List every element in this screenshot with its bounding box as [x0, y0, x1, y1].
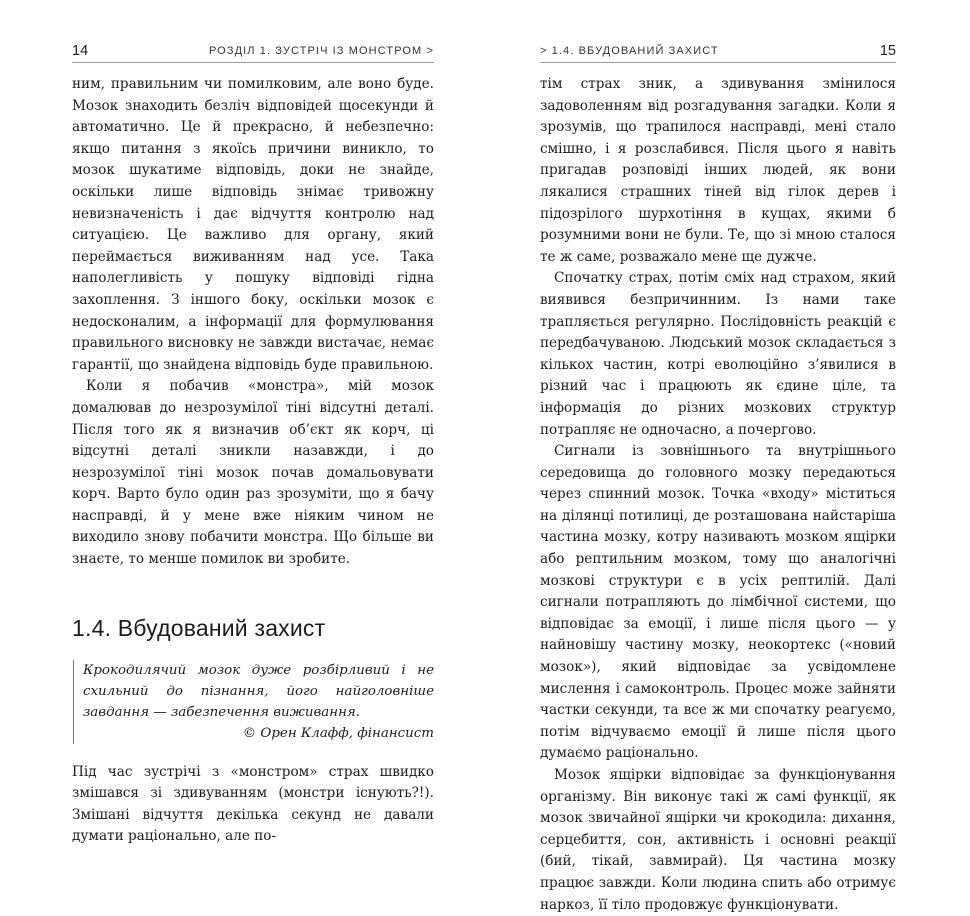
right-page: [540, 0, 896, 913]
right-paragraph-3: Сигнали із зовнішнього та внутрішнього середовища до головного мозку передаються через спинний мозок. Точка «входу» міститься на ділянці потилиці, де розташована найстаріша частина мозку, котру називають мозком ящірки або рептильним мозком, тому що аналогічні мозкові структури є в усіх рептилій. Далі сигнали потрапляють до лімбічної системи, що відповідає за емоції, і лише після цього — у найновішу частину мозку, неокортекс («новий мозок»), який відповідає за усвідомлене мислення і самоконтроль. Процес може зайняти частки секунди, та все ж ми спочатку реагуємо, потім відчуваємо емоції й лише після цього думаємо раціонально.: [540, 443, 896, 762]
epigraph: [73, 660, 434, 744]
left-page: [72, 0, 434, 845]
left-body-text: [72, 74, 434, 848]
right-section-title: > 1.4. ВБУДОВАНИЙ ЗАХИСТ: [540, 45, 719, 57]
left-paragraph-3: Під час зустрічі з «монстром» страх швидко змішався зі здивуванням (монстри існують?!). Змішані відчуття декілька секунд не давали думати раціонально, але по-: [72, 763, 434, 845]
right-page-number: 15: [879, 43, 896, 59]
right-body-text: [540, 74, 896, 916]
section-title: 1.4. Вбудований захист: [72, 614, 326, 641]
epigraph-text: Крокодилячий мозок дуже розбірливий і не схильний до пізнання, його найголовніше завдання — забезпечення виживання.: [83, 662, 434, 720]
epigraph-author: © Орен Клафф, фінансист: [242, 725, 434, 741]
right-paragraph-4: Мозок ящірки відповідає за функціонування організму. Він виконує такі ж самі функції, як мозок звичайної ящірки чи крокодила: дихання, серцебиття, сон, активність і основні реакції (бий, тікай, завмирай). Ця частина мозку працює завжди. Коли людина спить або отримує наркоз, її тіло продовжує функціонувати.: [540, 767, 896, 913]
left-paragraph-2: Коли я побачив «монстра», мій мозок домалював до незрозумілої тіні відсутні деталі. Після того як я визначив об’єкт як корч, ці відсутні деталі зникли назавжди, і до незрозумілої тіні мозок почав домальовувати корч. Варто було один раз зрозуміти, що я бачу насправді, й у мене вже ніяким чином не виходило знову побачити монстра. Що більше ви знаєте, то менше помилок ви зробите.: [72, 378, 434, 568]
left-chapter-title: РОЗДІЛ 1. ЗУСТРІЧ ІЗ МОНСТРОМ >: [208, 45, 434, 57]
right-paragraph-2: Спочатку страх, потім сміх над страхом, який виявився безпричинним. Із нами таке трапляється регулярно. Послідовність реакцій є передбачуваною. Людський мозок складається з кількох частин, котрі еволюційно з’явилися в різний час і працюють як єдине ціле, та інформація до різних мозкових структур потрапляє не одночасно, а почергово.: [540, 270, 896, 438]
left-page-number: 14: [72, 43, 89, 59]
left-running-head: [72, 38, 434, 63]
left-paragraph-1: ним, правильним чи помилковим, але воно буде. Мозок знаходить безліч відповідей щосекунди й автоматично. Це й прекрасно, й небезпечно: якщо питання з якоїсь причини виникло, то мозок шукатиме відповідь, доки не знайде, оскільки лише відповідь знімає тривожну невизначеність і дає відчуття контролю над ситуацією. Це важливо для органу, який переймається виживанням над усе. Така наполегливість у пошуку відповіді гідна захоплення. З іншого боку, оскільки мозок є недосконалим, а інформації для формулювання правильного висновку не завжди вистачає, немає гарантії, що знайдена відповідь буде правильною.: [72, 76, 434, 373]
right-paragraph-1: тім страх зник, а здивування змінилося задоволенням від розгадування загадки. Коли я зрозумів, що трапилося насправді, мені стало смішно, і я розслабився. Після цього я навіть пригадав розповіді інших людей, як вони лякалися страшних тіней від гілок дерев і підозрілого шурхотіння в кущах, якими б розумними вони не були. Те, що зі мною сталося те ж саме, розважало мене ще дужче.: [540, 76, 896, 265]
right-running-head: [540, 38, 896, 63]
